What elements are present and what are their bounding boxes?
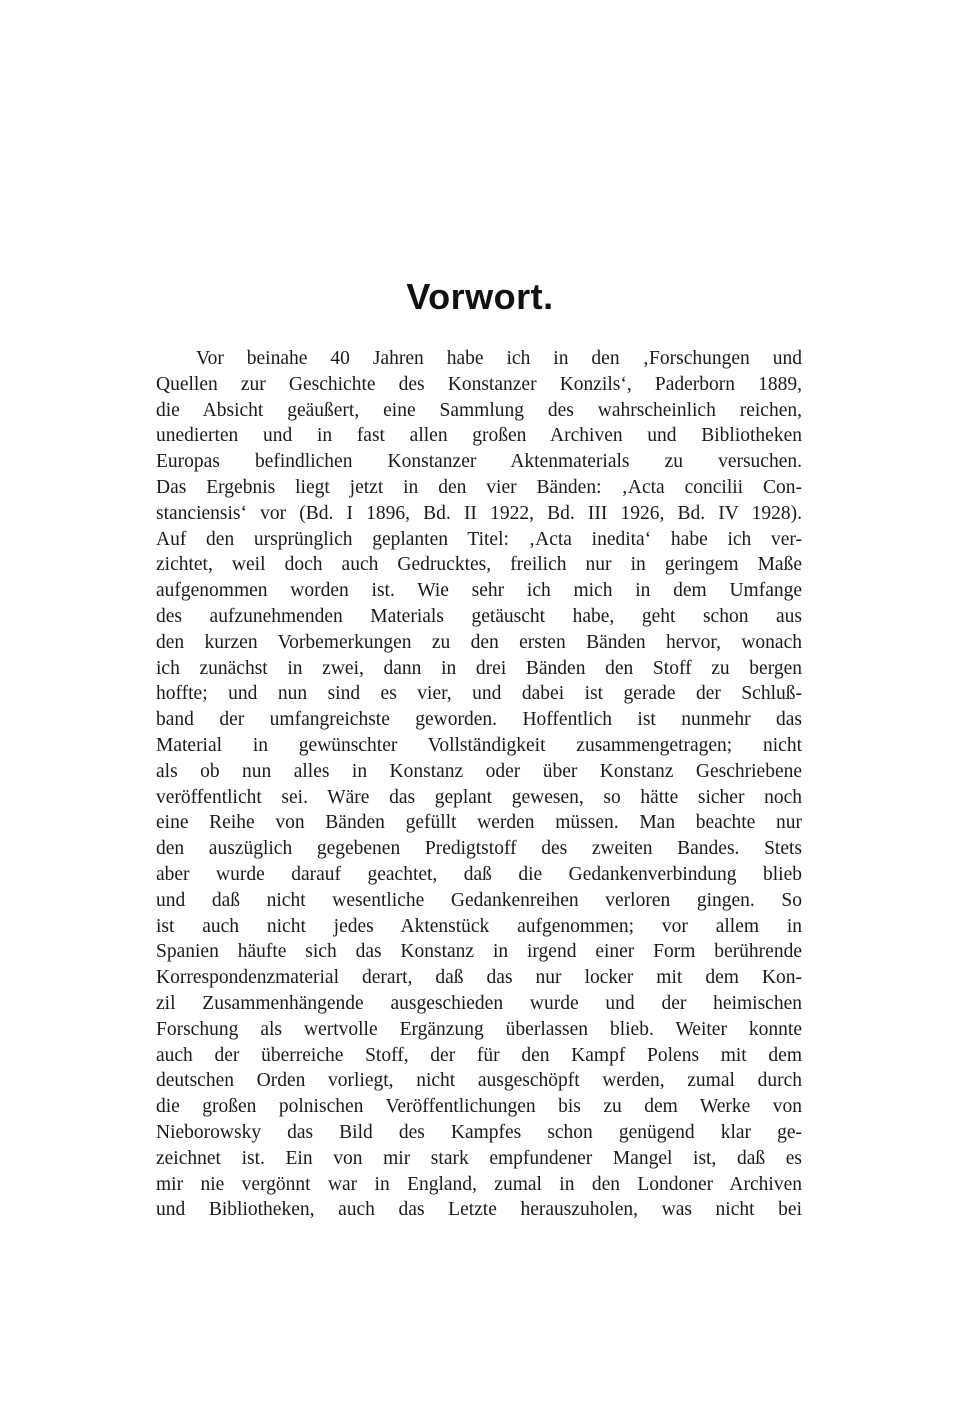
- text-line: Europas befindlichen Konstanzer Aktenmaterials zu versuchen.: [156, 451, 802, 473]
- text-line: Nieborowsky das Bild des Kampfes schon genügend klar ge-: [156, 1121, 802, 1143]
- text-line: mir nie vergönnt war in England, zumal in den Londoner Archiven: [156, 1173, 802, 1195]
- text-line: stanciensis‘ vor (Bd. I 1896, Bd. II 1922, Bd. III 1926, Bd. IV 1928).: [156, 502, 802, 524]
- text-line: und daß nicht wesentliche Gedankenreihen verloren gingen. So: [156, 889, 802, 911]
- page-title: Vorwort.: [406, 276, 554, 317]
- text-line: zichtet, weil doch auch Gedrucktes, freilich nur in geringem Maße: [156, 554, 802, 576]
- text-line: als ob nun alles in Konstanz oder über Konstanz Geschriebene: [156, 760, 802, 782]
- text-line: band der umfangreichste geworden. Hoffentlich ist nunmehr das: [156, 709, 802, 731]
- text-line: und Bibliotheken, auch das Letzte herauszuholen, was nicht bei: [156, 1199, 802, 1221]
- text-line: deutschen Orden vorliegt, nicht ausgeschöpft werden, zumal durch: [156, 1070, 802, 1092]
- text-line: veröffentlicht sei. Wäre das geplant gewesen, so hätte sicher noch: [156, 786, 802, 808]
- text-line: hoffte; und nun sind es vier, und dabei ist gerade der Schluß-: [156, 683, 802, 705]
- text-line: Korrespondenzmaterial derart, daß das nur locker mit dem Kon-: [156, 967, 802, 989]
- text-line: die großen polnischen Veröffentlichungen bis zu dem Werke von: [156, 1096, 802, 1118]
- text-line: zil Zusammenhängende ausgeschieden wurde und der heimischen: [156, 992, 802, 1014]
- text-line: des aufzunehmenden Materials getäuscht habe, geht schon aus: [156, 605, 802, 627]
- text-line: den kurzen Vorbemerkungen zu den ersten Bänden hervor, wonach: [156, 631, 802, 653]
- text-line: Vor beinahe 40 Jahren habe ich in den ‚Forschungen und: [196, 348, 802, 369]
- text-line: Quellen zur Geschichte des Konstanzer Konzils‘, Paderborn 1889,: [156, 373, 802, 395]
- text-line: Das Ergebnis liegt jetzt in den vier Bänden: ‚Acta concilii Con-: [156, 476, 802, 498]
- text-line: Auf den ursprünglich geplanten Titel: ‚Acta inedita‘ habe ich ver-: [156, 528, 802, 550]
- text-line: auch der überreiche Stoff, der für den Kampf Polens mit dem: [156, 1044, 802, 1066]
- text-line: aber wurde darauf geachtet, daß die Gedankenverbindung blieb: [156, 863, 802, 885]
- text-line: aufgenommen worden ist. Wie sehr ich mich in dem Umfange: [156, 580, 802, 602]
- text-line: den auszüglich gegebenen Predigtstoff des zweiten Bandes. Stets: [156, 838, 802, 860]
- text-line: unedierten und in fast allen großen Archiven und Bibliotheken: [156, 425, 802, 447]
- text-line: Forschung als wertvolle Ergänzung überlassen blieb. Weiter konnte: [156, 1018, 802, 1040]
- text-line: Material in gewünschter Vollständigkeit zusammengetragen; nicht: [156, 734, 802, 756]
- text-line: Spanien häufte sich das Konstanz in irgend einer Form berührende: [156, 941, 802, 963]
- text-line: ich zunächst in zwei, dann in drei Bänden den Stoff zu bergen: [156, 657, 802, 679]
- text-line: die Absicht geäußert, eine Sammlung des wahrscheinlich reichen,: [156, 399, 802, 421]
- text-line: ist auch nicht jedes Aktenstück aufgenommen; vor allem in: [156, 915, 802, 937]
- preface-paragraph: [156, 346, 802, 1223]
- text-line: eine Reihe von Bänden gefüllt werden müssen. Man beachte nur: [156, 812, 802, 834]
- text-line: zeichnet ist. Ein von mir stark empfundener Mangel ist, daß es: [156, 1147, 802, 1169]
